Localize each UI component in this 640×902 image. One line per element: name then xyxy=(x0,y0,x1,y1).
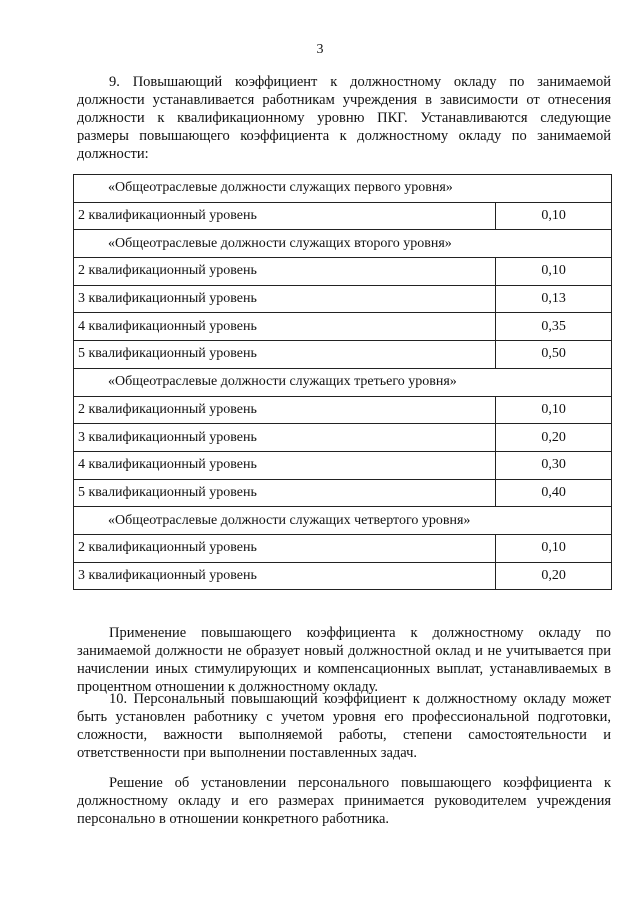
table-row xyxy=(74,534,612,562)
coefficient-value: 0,10 xyxy=(496,202,612,230)
table-row xyxy=(74,451,612,479)
qualification-level: 2 квалификационный уровень xyxy=(74,258,496,286)
table-row xyxy=(74,562,612,590)
paragraph-decision: Решение об установлении персонального повышающего коэффициента к должностному окладу и его размерах принимается руководителем учреждения персонально в отношении конкретного работника. xyxy=(77,775,611,827)
coefficient-value: 0,20 xyxy=(496,562,612,590)
paragraph-9: 9. Повышающий коэффициент к должностному окладу по занимаемой должности устанавливается работникам учреждения в зависимости от отнесения должности к квалификационному уровню ПКГ. Устанавливаются следующие размеры повышающего коэффициента к должностному окладу по занимаемой должности: xyxy=(77,74,611,162)
table-row xyxy=(74,341,612,369)
coefficient-value: 0,10 xyxy=(496,534,612,562)
group-title: «Общеотраслевые должности служащих четвертого уровня» xyxy=(74,507,612,535)
coefficient-value: 0,50 xyxy=(496,341,612,369)
coefficient-value: 0,10 xyxy=(496,396,612,424)
qualification-level: 4 квалификационный уровень xyxy=(74,451,496,479)
coefficient-value: 0,13 xyxy=(496,285,612,313)
qualification-level: 2 квалификационный уровень xyxy=(74,534,496,562)
qualification-level: 5 квалификационный уровень xyxy=(74,479,496,507)
table-row xyxy=(74,202,612,230)
paragraph-application: Применение повышающего коэффициента к должностному окладу по занимаемой должности не образует новый должностной оклад и не учитывается при начислении иных стимулирующих и компенсационных выплат, устанавливаемых в процентном отношении к должностному окладу. xyxy=(77,625,611,695)
group-title: «Общеотраслевые должности служащих второго уровня» xyxy=(74,230,612,258)
table-row xyxy=(74,479,612,507)
table-row xyxy=(74,313,612,341)
coefficient-value: 0,40 xyxy=(496,479,612,507)
table-group-row xyxy=(74,507,612,535)
table-group-row xyxy=(74,230,612,258)
qualification-level: 4 квалификационный уровень xyxy=(74,313,496,341)
qualification-level: 3 квалификационный уровень xyxy=(74,562,496,590)
table-row xyxy=(74,258,612,286)
qualification-level: 3 квалификационный уровень xyxy=(74,424,496,452)
qualification-level: 5 квалификационный уровень xyxy=(74,341,496,369)
table-row xyxy=(74,285,612,313)
coefficient-value: 0,30 xyxy=(496,451,612,479)
table-row xyxy=(74,396,612,424)
coefficient-value: 0,20 xyxy=(496,424,612,452)
group-title: «Общеотраслевые должности служащих третьего уровня» xyxy=(74,368,612,396)
coefficient-value: 0,10 xyxy=(496,258,612,286)
paragraph-10: 10. Персональный повышающий коэффициент к должностному окладу может быть установлен работнику с учетом уровня его профессиональной подготовки, сложности, важности выполняемой работы, степени самостоятельности и ответственности при выполнении поставленных задач. xyxy=(77,691,611,761)
table-group-row xyxy=(74,368,612,396)
coefficient-table xyxy=(73,174,612,590)
group-title: «Общеотраслевые должности служащих первого уровня» xyxy=(74,175,612,203)
coefficient-value: 0,35 xyxy=(496,313,612,341)
qualification-level: 3 квалификационный уровень xyxy=(74,285,496,313)
qualification-level: 2 квалификационный уровень xyxy=(74,396,496,424)
table-row xyxy=(74,424,612,452)
qualification-level: 2 квалификационный уровень xyxy=(74,202,496,230)
page-number: 3 xyxy=(316,42,324,57)
table-group-row xyxy=(74,175,612,203)
